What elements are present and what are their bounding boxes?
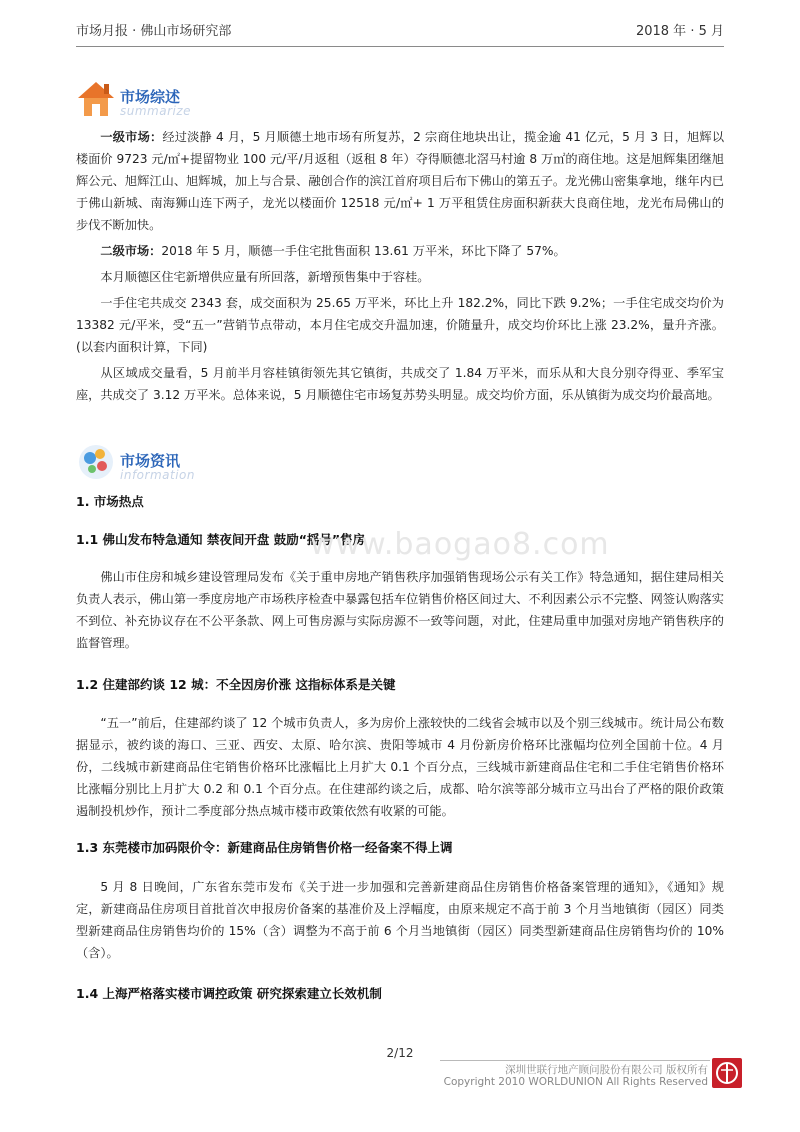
page-header — [76, 20, 724, 44]
paragraph-text: 2018 年 5 月，顺德一手住宅批售面积 13.61 万平米，环比下降了 57%。 — [161, 244, 566, 258]
news-item-body — [76, 566, 724, 658]
info-flower-icon — [74, 440, 120, 486]
paragraph-text: 5 月 8 日晚间，广东省东莞市发布《关于进一步加强和完善新建商品住房销售价格备案管理的通知》，《通知》规定，新建商品住房项目首批首次申报房价备案的基准价及上浮幅度，由原来规定不高于前 3 个月当地镇街（园区）同类型新建商品住房销售均价的 15%（含）调整为不高于前 6 个月当地镇街（园区）同类型新建商品住房销售均价的 10%（含）。 — [76, 880, 724, 960]
section-title-cn: 市场综述 — [120, 88, 181, 106]
section-logo-information — [74, 440, 224, 494]
summary-paragraph — [76, 126, 724, 236]
page-number: 2/12 — [386, 1046, 414, 1060]
paragraph-text: 佛山市住房和城乡建设管理局发布《关于重申房地产销售秩序加强销售现场公示有关工作》特急通知，据住建局相关负责人表示，佛山第一季度房地产市场秩序检查中暴露包括车位销售价格区间过大、不利因素公示不完整、网签认购落实不到位、补充协议存在不公平条款、网上可售房源与实际房源不一致等问题，对此，住建局重申加强对房地产销售秩序的监督管理。 — [76, 570, 724, 650]
header-divider — [76, 46, 724, 47]
news-item-body — [76, 876, 724, 968]
paragraph-label: 一级市场： — [100, 130, 163, 144]
header-right-text: 2018 年 · 5 月 — [635, 24, 724, 39]
news-item-body — [76, 712, 724, 826]
house-icon — [74, 76, 120, 122]
section-logo-summarize — [74, 76, 224, 130]
summary-paragraph — [76, 362, 724, 406]
news-item-title: 1.2 住建部约谈 12 城：不全因房价涨 这指标体系是关键 — [76, 677, 396, 692]
footer-company: 深圳世联行地产顾问股份有限公司 版权所有 — [505, 1064, 708, 1076]
watermark: www.baogao8.com — [310, 527, 610, 562]
paragraph-label: 二级市场： — [100, 244, 162, 258]
footer-copyright: Copyright 2010 WORLDUNION All Rights Reserved — [443, 1076, 708, 1088]
news-item-title: 1.3 东莞楼市加码限价令：新建商品住房销售价格一经备案不得上调 — [76, 840, 453, 855]
paragraph-text: 本月顺德区住宅新增供应量有所回落，新增预售集中于容桂。 — [100, 270, 430, 284]
summary-paragraph — [76, 292, 724, 358]
worldunion-logo-icon — [712, 1058, 742, 1088]
news-item-title: 1.4 上海严格落实楼市调控政策 研究探索建立长效机制 — [76, 986, 382, 1001]
summary-paragraph — [76, 240, 724, 262]
footer-divider — [440, 1060, 710, 1061]
summary-body — [76, 126, 724, 410]
summary-paragraph — [76, 266, 724, 288]
paragraph-text: 经过淡静 4 月，5 月顺德土地市场有所复苏，2 宗商住地块出让，揽金逾 41 亿元，5 月 3 日，旭辉以楼面价 9723 元/㎡+提留物业 100 元/平/月返租（返租 8 年）夺得顺德北滘马村逾 8 万㎡的商住地。这是旭辉集团继旭辉公元、旭辉江山、旭辉城，加上与合景、融创合作的滨江首府项目后布下佛山的第五子。龙光佛山密集拿地，继年内已于佛山新城、南海狮山连下两子，龙光以楼面价 12518 元/㎡+ 1 万平租赁住房面积新获大良商住地，龙光布局佛山的步伐不断加快。 — [76, 130, 725, 232]
paragraph-text: 从区域成交量看，5 月前半月容桂镇街领先其它镇街，共成交了 1.84 万平米，而乐从和大良分别夺得亚、季军宝座，共成交了 3.12 万平米。总体来说，5 月顺德住宅市场复苏势头明显。成交均价方面，乐从镇街为成交均价最高地。 — [76, 366, 724, 402]
section-title-en: information — [120, 468, 195, 482]
section-title-cn: 市场资讯 — [120, 452, 181, 470]
section-title-en: summarize — [120, 104, 192, 118]
paragraph-text: 一手住宅共成交 2343 套，成交面积为 25.65 万平米，环比上升 182.2%，同比下跌 9.2%；一手住宅成交均价为 13382 元/平米，受“五一”营销节点带动，本月住宅成交升温加速，价随量升，成交均价环比上涨 23.2%，量升齐涨。(以套内面积计算，下同) — [76, 296, 724, 354]
news-heading: 1. 市场热点 — [76, 494, 144, 509]
paragraph-text: “五一”前后，住建部约谈了 12 个城市负责人，多为房价上涨较快的二线省会城市以及个别三线城市。统计局公布数据显示，被约谈的海口、三亚、西安、太原、哈尔滨、贵阳等城市 4 月份新房价格环比涨幅均位列全国前十位。4 月份，二线城市新建商品住宅销售价格环比涨幅比上月扩大 0.1 个百分点，三线城市新建商品住宅和二手住宅销售价格环比涨幅分别比上月扩大 0.2 和 0.1 个百分点。在住建部约谈之后，成都、哈尔滨等部分城市立马出台了严格的限价政策遏制投机炒作，预计二季度部分热点城市楼市政策依然有收紧的可能。 — [76, 716, 724, 818]
news-item-title: 1.1 佛山发布特急通知 禁夜间开盘 鼓励“摇号”售房 — [76, 532, 366, 547]
header-left-text: 市场月报 · 佛山市场研究部 — [76, 24, 232, 39]
